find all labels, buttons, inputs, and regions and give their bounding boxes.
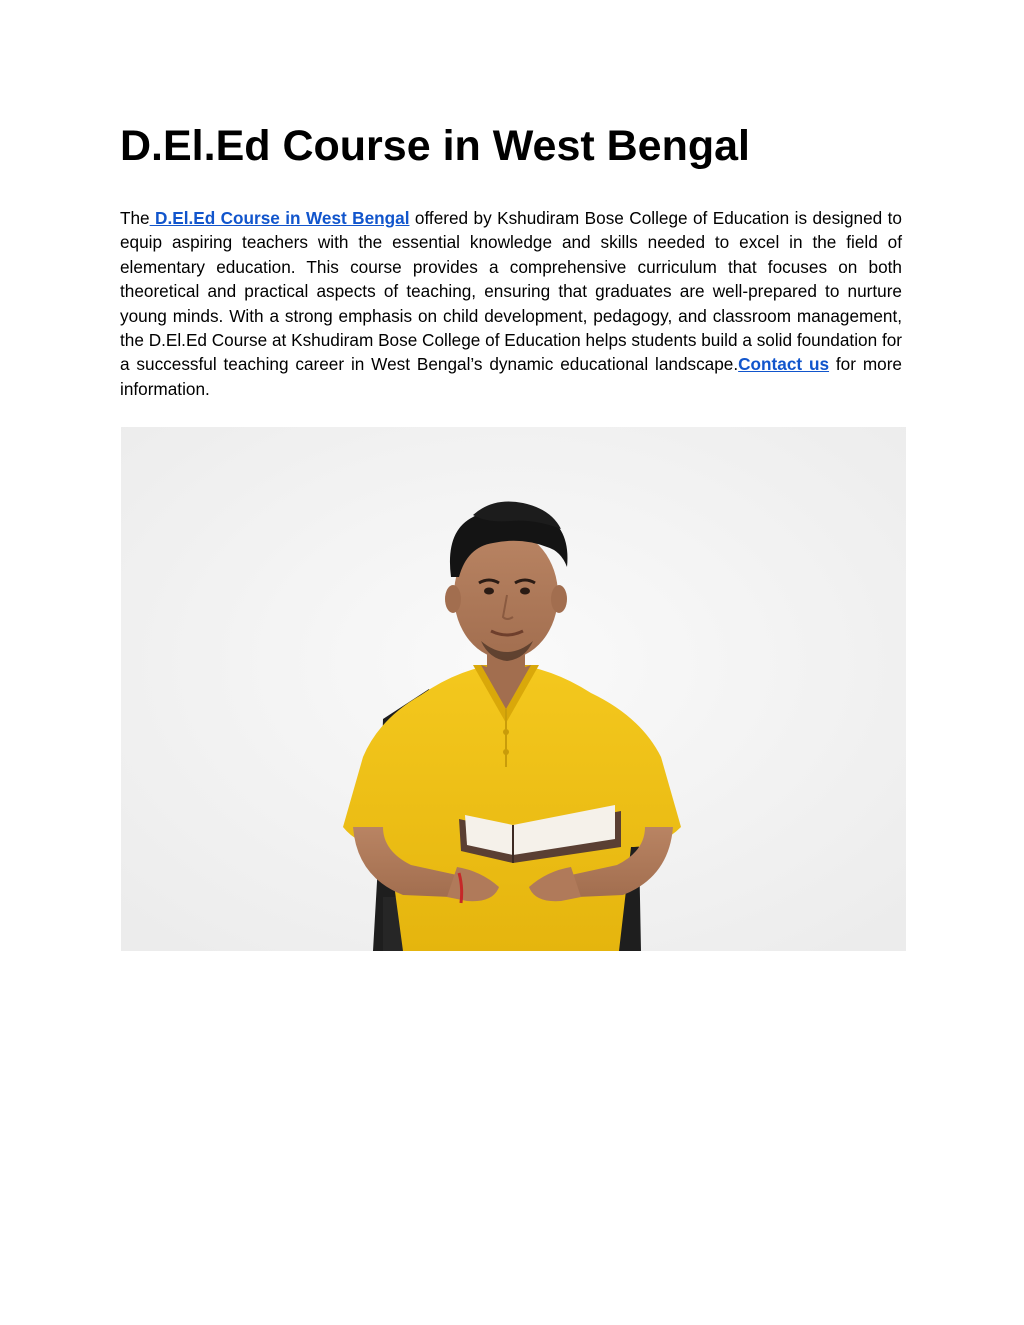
course-link[interactable]: D.El.Ed Course in West Bengal [149,208,410,228]
paragraph-tail-text: for more information. [120,354,902,399]
intro-paragraph [120,206,902,401]
page-title: D.El.Ed Course in West Bengal [120,122,750,170]
contact-us-link[interactable]: Contact us [738,354,830,375]
student-photo [121,427,906,951]
paragraph-middle-text: offered by Kshudiram Bose College of Education is designed to equip aspiring teachers with the essential knowledge and skills needed to excel in the field of elementary education. This course provides a comprehensive curriculum that focuses on both theoretical and practical aspects of teaching, ensuring that graduates are well-prepared to nurture young minds. With a strong emphasis on child development, pedagogy, and classroom management, the D.El.Ed Course at Kshudiram Bose College of Education helps students build a solid foundation for a successful teaching career in West Bengal’s dynamic educational landscape. [120,208,902,375]
student-illustration [121,427,906,951]
paragraph-lead-text: The [120,208,150,228]
